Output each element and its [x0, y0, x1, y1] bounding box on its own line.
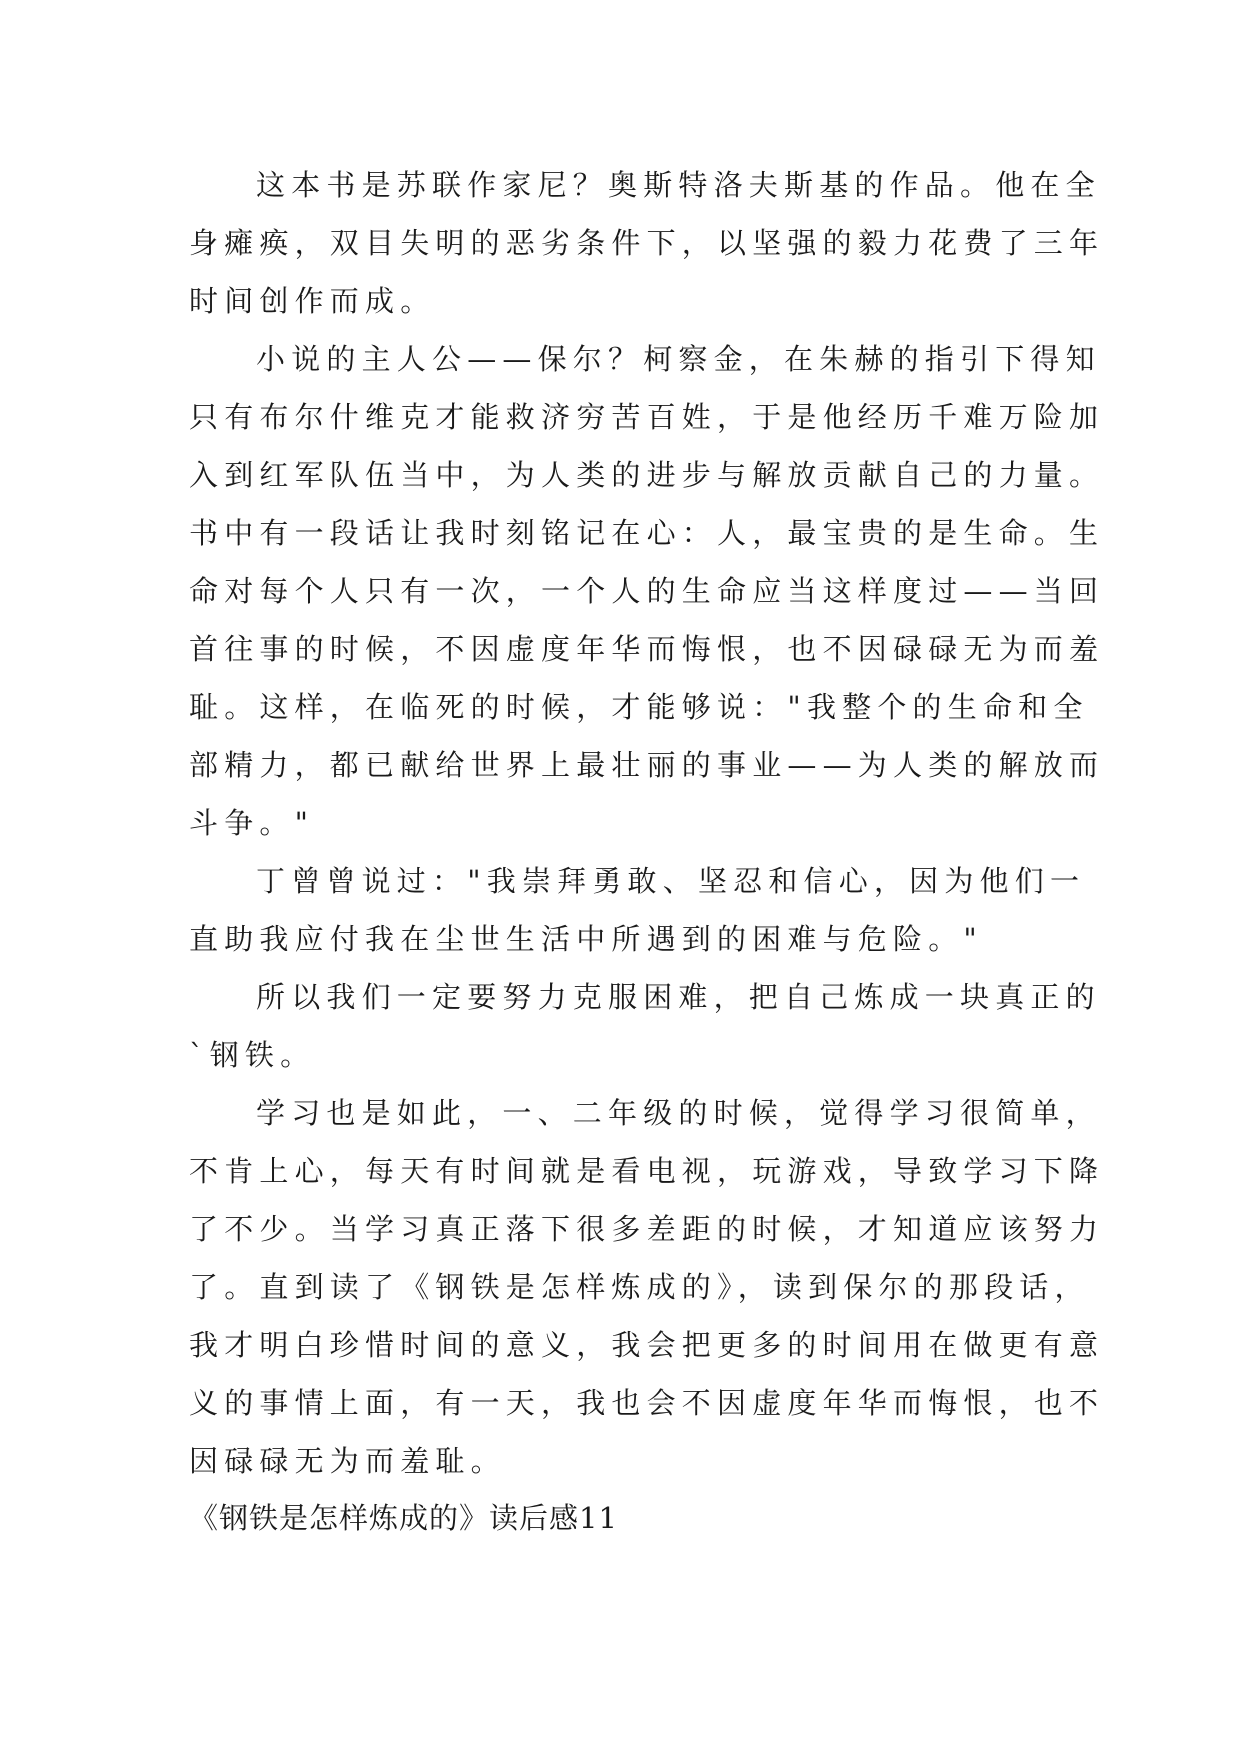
- text-line: 义的事情上面，有一天，我也会不因虚度年华而悔恨，也不: [189, 1386, 1105, 1420]
- text-line: 这本书是苏联作家尼？奥斯特洛夫斯基的作品。他在全: [256, 168, 1101, 202]
- text-line: 只有布尔什维克才能救济穷苦百姓，于是他经历千难万险加: [189, 400, 1105, 434]
- text-line: 时间创作而成。: [189, 284, 436, 318]
- text-line: 了不少。当学习真正落下很多差距的时候，才知道应该努力: [189, 1212, 1105, 1246]
- text-line: 命对每个人只有一次，一个人的生命应当这样度过——当回: [189, 574, 1105, 608]
- text-line: 了。直到读了《钢铁是怎样炼成的》，读到保尔的那段话，: [189, 1270, 1090, 1304]
- text-line: `钢铁。: [189, 1038, 316, 1072]
- text-line: 所以我们一定要努力克服困难，把自己炼成一块真正的: [256, 980, 1101, 1014]
- text-line: 丁曾曾说过："我崇拜勇敢、坚忍和信心，因为他们一: [256, 864, 1086, 898]
- text-line: 首往事的时候，不因虚度年华而悔恨，也不因碌碌无为而羞: [189, 632, 1105, 666]
- text-line: 因碌碌无为而羞耻。: [189, 1444, 506, 1478]
- text-line: 小说的主人公——保尔？柯察金，在朱赫的指引下得知: [256, 342, 1101, 376]
- next-article-title: 《钢铁是怎样炼成的》读后感11: [189, 1501, 618, 1535]
- text-line: 书中有一段话让我时刻铭记在心：人，最宝贵的是生命。生: [189, 516, 1105, 550]
- text-line: 入到红军队伍当中，为人类的进步与解放贡献自己的力量。: [189, 458, 1105, 492]
- text-line: 斗争。": [189, 806, 315, 840]
- text-line: 部精力，都已献给世界上最壮丽的事业——为人类的解放而: [189, 748, 1105, 782]
- text-line: 我才明白珍惜时间的意义，我会把更多的时间用在做更有意: [189, 1328, 1105, 1362]
- text-line: 不肯上心，每天有时间就是看电视，玩游戏，导致学习下降: [189, 1154, 1105, 1188]
- text-line: 耻。这样，在临死的时候，才能够说："我整个的生命和全: [189, 690, 1089, 724]
- text-line: 身瘫痪，双目失明的恶劣条件下，以坚强的毅力花费了三年: [189, 226, 1105, 260]
- text-line: 学习也是如此，一、二年级的时候，觉得学习很简单，: [256, 1096, 1101, 1130]
- text-line: 直助我应付我在尘世生活中所遇到的困难与危险。": [189, 922, 983, 956]
